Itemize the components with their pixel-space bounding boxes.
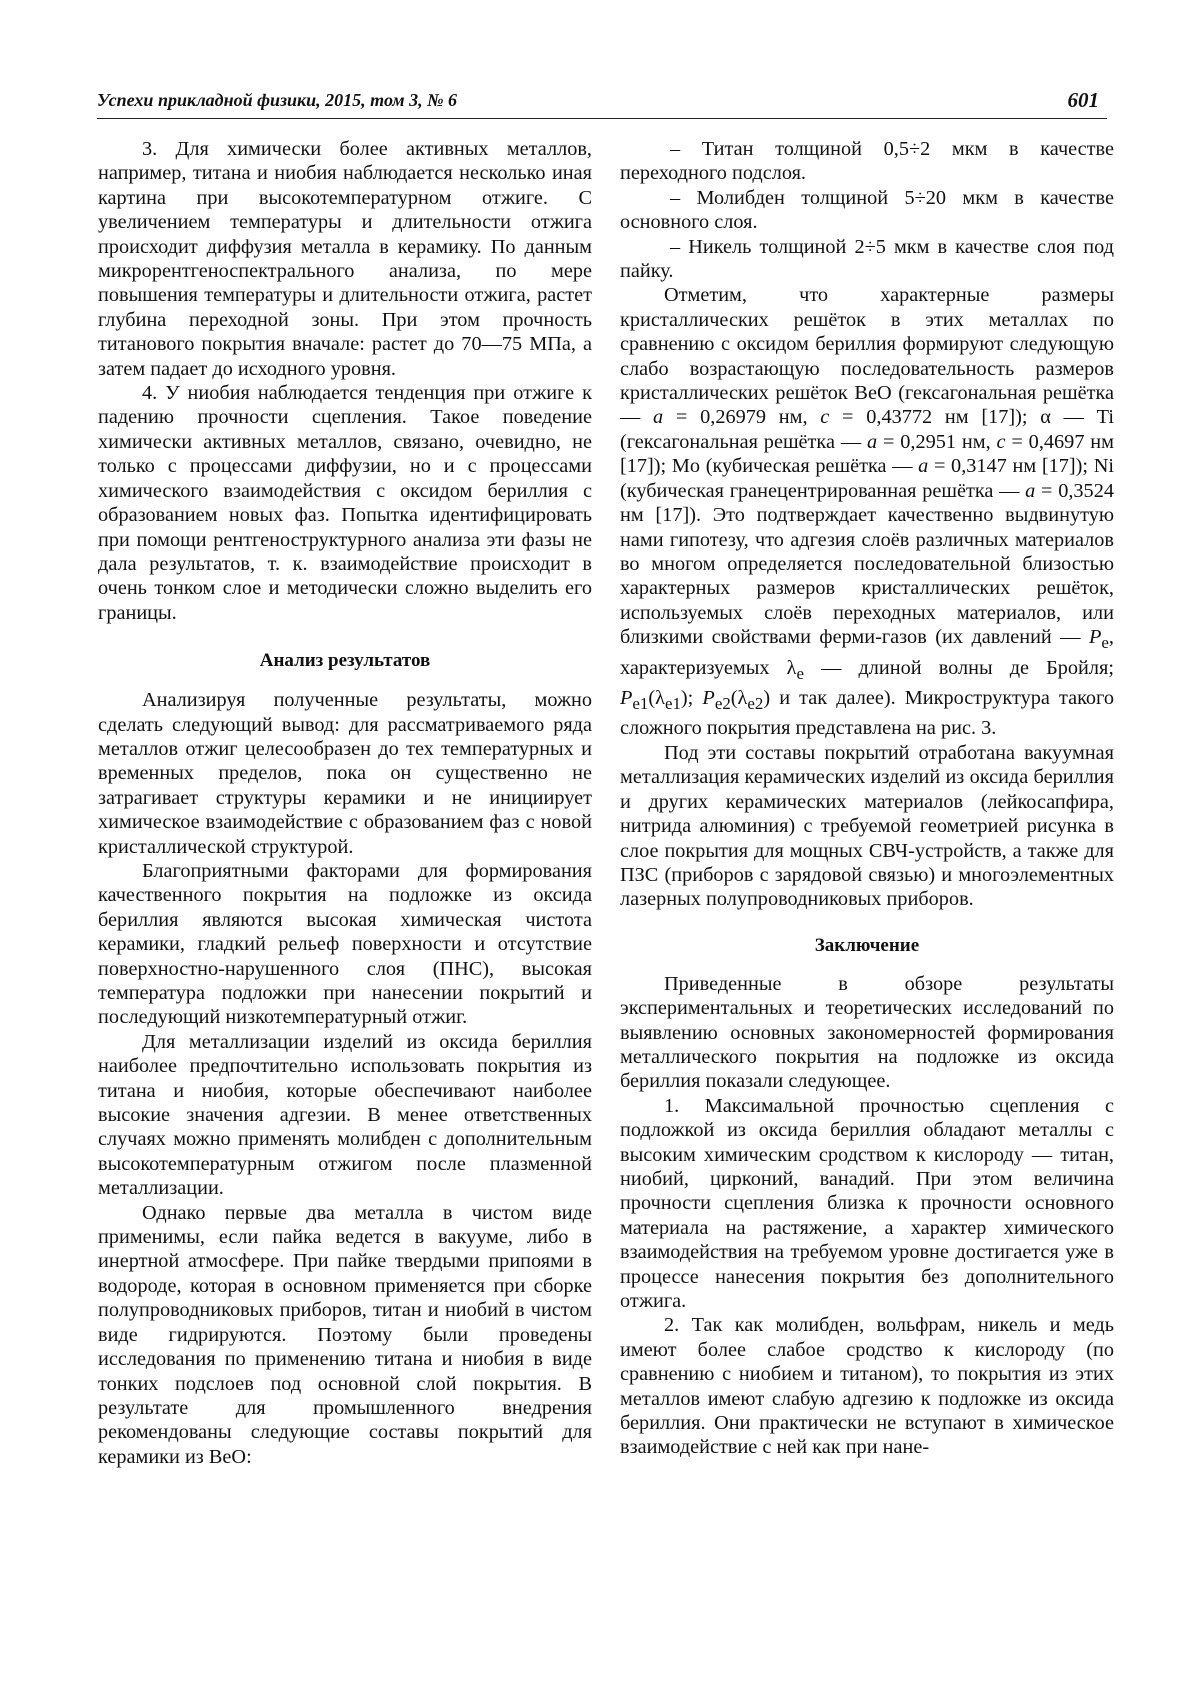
paragraph: 1. Максимальной прочностью сцепления с подложкой из оксида бериллия обладают металлы с высоким химическим сродством к кислороду — титан, ниобий, цирконий, ванадий. При этом величина прочности сцепления близка к прочности основного материала на растяжение, а характер химического взаимодействия на требуемом уровне достигается уже в процессе нанесения покрытия без дополнительного отжига. bbox=[620, 1094, 1114, 1313]
paragraph: Приведенные в обзоре результаты экспериментальных и теоретических исследований по выявлению основных закономерностей формирования металлического покрытия на подложке из оксида бериллия показали следующее. bbox=[620, 972, 1114, 1093]
paragraph: Анализируя полученные результаты, можно сделать следующий вывод: для рассматриваемого ряда металлов отжиг целесообразен до тех температурных и временных пределов, пока он существенно не затрагивает структуры керамики и не инициирует химическое взаимодействие с образованием фаз с новой кристаллической структурой. bbox=[98, 689, 592, 858]
paragraph: 4. У ниобия наблюдается тенденция при отжиге к падению прочности сцепления. Такое поведение химически активных металлов, связано, очевидно, не только с процессами диффузии, но и с процессами химического взаимодействия с оксидом бериллия с образованием новых фаз. Попытка идентифицировать при помощи рентгеноструктурного анализа эти фазы не дала результатов, т. к. взаимодействие происходит в очень тонком слое и методически сложно выделить его границы. bbox=[98, 382, 592, 624]
list-item: – Молибден толщиной 5÷20 мкм в качестве основного слоя. bbox=[620, 186, 1114, 234]
paragraph: 2. Так как молибден, вольфрам, никель и медь имеют более слабое сродство к кислороду (по сравнению с ниобием и титаном), то покрытия из этих металлов имеют слабую адгезию к подложке из оксида бериллия. Они практически не вступают в химическое взаимодействие с ней как при нане- bbox=[620, 1314, 1114, 1459]
right-column bbox=[620, 137, 1114, 1460]
list-item: – Титан толщиной 0,5÷2 мкм в качестве переходного подслоя. bbox=[620, 138, 1114, 185]
paragraph: Под эти составы покрытий отработана вакуумная металлизация керамических изделий из оксида бериллия и других керамических материалов (лейкосапфира, нитрида алюминия) с требуемой геометрией рисунка в слое покрытия для мощных СВЧ-устройств, а также для ПЗС (приборов с зарядовой связью) и многоэлементных лазерных полупроводниковых приборов. bbox=[620, 741, 1114, 911]
paragraph: Благоприятными факторами для формирования качественного покрытия на подложке из оксида бериллия являются высокая химическая чистота керамики, гладкий рельеф поверхности и отсутствие поверхностно-нарушенного слоя (ПНС), высокая температура подложки при нанесении покрытий и последующий низкотемпературный отжиг. bbox=[98, 859, 592, 1029]
left-column bbox=[98, 137, 592, 1469]
journal-title: Успехи прикладной физики, 2015, том 3, № 6 bbox=[97, 90, 458, 110]
page-number: 601 bbox=[1067, 88, 1099, 112]
section-heading: Анализ результатов bbox=[259, 650, 431, 672]
paragraph: Для металлизации изделий из оксида бериллия наиболее предпочтительно использовать покрытия из титана и ниобия, которые обеспечивают наиболее высокие значения адгезии. В менее ответственных случаях можно применять молибден с дополнительным высокотемпературным отжигом после плазменной металлизации. bbox=[98, 1030, 592, 1200]
running-header bbox=[97, 88, 1107, 119]
paragraph: Отметим, что характерные размеры кристаллических решёток в этих металлах по сравнению с оксидом бериллия формируют следующую слабо возрастающую последовательность размеров кристаллических решёток BeO (гексагональная решётка — a = 0,26979 нм, c = 0,43772 нм [17]); α — Ti (гексагональная решётка — a = 0,2951 нм, c = 0,4697 нм [17]); Mo (кубическая решётка — a = 0,3147 нм [17]); Ni (кубическая гранецентрированная решётка — a = 0,3524 нм [17]). Это подтверждает качественно выдвинутую нами гипотезу, что адгезия слоёв различных материалов во многом определяется последовательной близостью характерных размеров кристаллических решёток, используемых слоёв переходных материалов, или близкими свойствами ферми-газов (их давлений — $P_e$, характеризуемых $\lambda_e$ — длиной волны де Бройля; $P_{e1}(\lambda_{e1})$; $P_{e2}(\lambda_{e2})$ и так далее). Микроструктура такого сложного покрытия представлена на рис. 3. bbox=[620, 284, 1114, 740]
section-heading: Заключение bbox=[814, 934, 920, 956]
paragraph: Однако первые два металла в чистом виде применимы, если пайка ведется в вакууме, либо в инертной атмосфере. При пайке твердыми припоями в водороде, которая в основном применяется при сборке полупроводниковых приборов, титан и ниобий в чистом виде гидрируются. Поэтому были проведены исследования по применению титана и ниобия в виде тонких подслоев под основной слой покрытия. В результате для промышленного внедрения рекомендованы следующие составы покрытий для керамики из BeO: bbox=[98, 1201, 592, 1468]
list-item: – Никель толщиной 2÷5 мкм в качестве слоя под пайку. bbox=[620, 235, 1114, 283]
paragraph: 3. Для химически более активных металлов, например, титана и ниобия наблюдается несколько иная картина при высокотемпературном отжиге. С увеличением температуры и длительности отжига происходит диффузия металла в керамику. По данным микрорентгеноспектрального анализа, по мере повышения температуры и длительности отжига, растет глубина переходной зоны. При этом прочность титанового покрытия вначале: растет до 70—75 МПа, а затем падает до исходного уровня. bbox=[98, 138, 592, 380]
